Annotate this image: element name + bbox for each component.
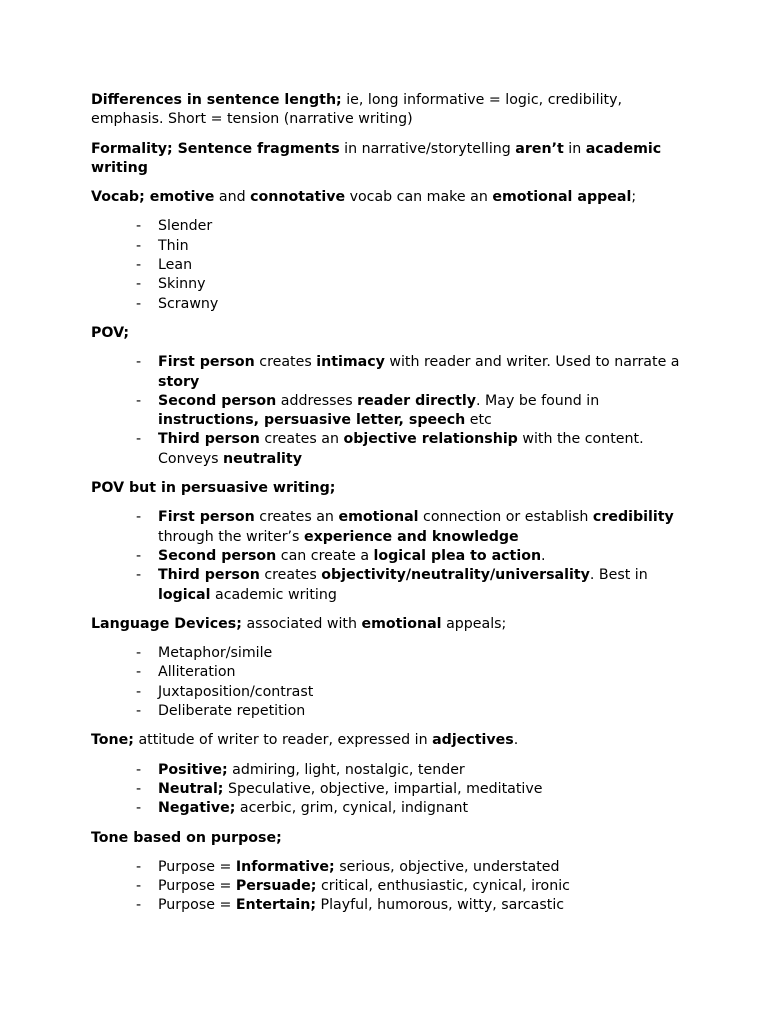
bold-text: Second person [158,547,277,564]
formality-paragraph [91,140,681,179]
pov-persuasive-heading [91,479,681,498]
list-item [136,392,681,431]
bold-text: Tone; [91,732,134,749]
text-run: can create a [276,547,374,564]
list-item [136,237,681,256]
dash-bullet-icon: - [136,800,142,817]
bold-text: Positive; [158,761,228,778]
text-run: in narrative/storytelling [339,140,516,157]
text-run: ; [631,189,637,206]
dash-bullet-icon: - [136,237,142,254]
dash-bullet-icon: - [136,645,142,662]
bold-text: aren’t [515,140,564,157]
text-run: . Best in [589,567,648,584]
text-run: with reader and writer. Used to narrate a [384,354,680,371]
text-run: Playful, humorous, witty, sarcastic [316,897,565,914]
text-run: . [513,732,519,749]
bold-text: Language Devices; [91,615,242,632]
list-item [136,799,681,818]
dash-bullet-icon: - [136,276,142,293]
text-run: with the content. Conveys [158,431,644,467]
bold-text: emotional [361,615,442,632]
text-run: vocab can make an [345,189,493,206]
bold-text: Informative; [235,858,335,875]
bold-text: Third person [158,431,260,448]
bold-text: Third person [158,567,260,584]
bold-text: objective relationship [343,431,518,448]
text-run: in [563,140,586,157]
text-run: creates [254,354,317,371]
list-item [136,256,681,275]
bold-text: experience and knowledge [303,528,519,545]
language-devices-list [91,644,681,721]
text-run: Lean [158,257,193,274]
bold-text: Persuade; [235,878,317,895]
text-run: academic writing [210,586,337,603]
language-devices-paragraph [91,615,681,634]
text-run: creates an [254,509,339,526]
list-item [136,780,681,799]
dash-bullet-icon: - [136,354,142,371]
text-run: attitude of writer to reader, expressed in [133,732,433,749]
dash-bullet-icon: - [136,431,142,448]
bold-text: Formality; Sentence fragments [91,140,340,157]
text-run: serious, objective, understated [334,858,560,875]
dash-bullet-icon: - [136,683,142,700]
dash-bullet-icon: - [136,257,142,274]
list-item [136,353,681,392]
bold-text: Differences in sentence length; [91,92,342,108]
text-run: addresses [276,392,358,409]
list-item [136,295,681,314]
list-item [136,858,681,877]
bold-text: Second person [158,392,277,409]
bold-text: First person [158,354,255,371]
bold-text: connotative [250,189,346,206]
tone-purpose-heading [91,829,681,848]
dash-bullet-icon: - [136,761,142,778]
bold-text: story [158,373,200,390]
bold-text: academic writing [91,140,662,176]
text-run: Purpose = [158,878,236,895]
list-item [136,683,681,702]
dash-bullet-icon: - [136,897,142,914]
list-item [136,275,681,294]
dash-bullet-icon: - [136,703,142,720]
text-run: through the writer’s [158,528,304,545]
dash-bullet-icon: - [136,218,142,235]
text-run: creates [259,567,322,584]
bold-text: reader directly [357,392,477,409]
list-item [136,644,681,663]
text-run: Slender [158,218,213,235]
text-run: Speculative, objective, impartial, meditative [223,780,543,797]
dash-bullet-icon: - [136,392,142,409]
text-run: admiring, light, nostalgic, tender [227,761,465,778]
bold-text: Entertain; [235,897,317,914]
list-item [136,547,681,566]
text-run: acerbic, grim, cynical, indignant [235,800,469,817]
list-item [136,508,681,547]
bold-text: POV but in persuasive writing; [91,480,336,497]
text-run: Alliteration [158,664,236,681]
list-item [136,877,681,896]
list-item [136,663,681,682]
bold-text: instructions, persuasive letter, speech [158,412,466,429]
tone-purpose-list [91,858,681,916]
bold-text: Tone based on purpose; [91,829,282,846]
dash-bullet-icon: - [136,547,142,564]
text-run: Thin [158,237,189,254]
list-item [136,217,681,236]
text-run: Purpose = [158,897,236,914]
list-item [136,761,681,780]
document-body [91,91,681,926]
pov-persuasive-list [91,508,681,604]
dash-bullet-icon: - [136,878,142,895]
text-run: ie, long informative = logic, credibility, emphasis. Short = tension (narrative writing) [91,92,622,128]
list-item [136,430,681,469]
bold-text: neutrality [223,450,302,467]
pov-list [91,353,681,469]
dash-bullet-icon: - [136,509,142,526]
bold-text: Negative; [158,800,236,817]
bold-text: First person [158,509,255,526]
text-run: creates an [259,431,344,448]
bold-text: intimacy [316,354,385,371]
tone-paragraph [91,731,681,750]
tone-list [91,761,681,819]
bold-text: emotional [338,509,419,526]
text-run: . [541,547,546,564]
bold-text: emotional appeal [492,189,632,206]
text-run: Deliberate repetition [158,703,306,720]
bold-text: objectivity/neutrality/universality [321,567,590,584]
bold-text: Vocab; emotive [91,189,215,206]
sentence-length-paragraph [91,91,681,130]
text-run: connection or establish [418,509,593,526]
list-item [136,896,681,915]
bold-text: POV; [91,324,130,341]
bold-text: credibility [592,509,674,526]
text-run: Metaphor/simile [158,645,273,662]
dash-bullet-icon: - [136,567,142,584]
text-run: appeals; [441,615,507,632]
text-run: Scrawny [158,295,219,312]
pov-heading [91,324,681,343]
text-run: Juxtaposition/contrast [158,683,314,700]
text-run: Purpose = [158,858,236,875]
bold-text: adjectives [432,732,514,749]
list-item [136,566,681,605]
vocab-list [91,217,681,313]
bold-text: Neutral; [158,780,224,797]
text-run: Skinny [158,276,206,293]
text-run: . May be found in [476,392,600,409]
text-run: associated with [241,615,362,632]
dash-bullet-icon: - [136,664,142,681]
bold-text: logical [158,586,211,603]
vocab-paragraph [91,188,681,207]
list-item [136,702,681,721]
dash-bullet-icon: - [136,858,142,875]
text-run: and [214,189,251,206]
text-run: critical, enthusiastic, cynical, ironic [316,878,570,895]
dash-bullet-icon: - [136,295,142,312]
bold-text: logical plea to action [373,547,542,564]
text-run: etc [465,412,492,429]
dash-bullet-icon: - [136,780,142,797]
